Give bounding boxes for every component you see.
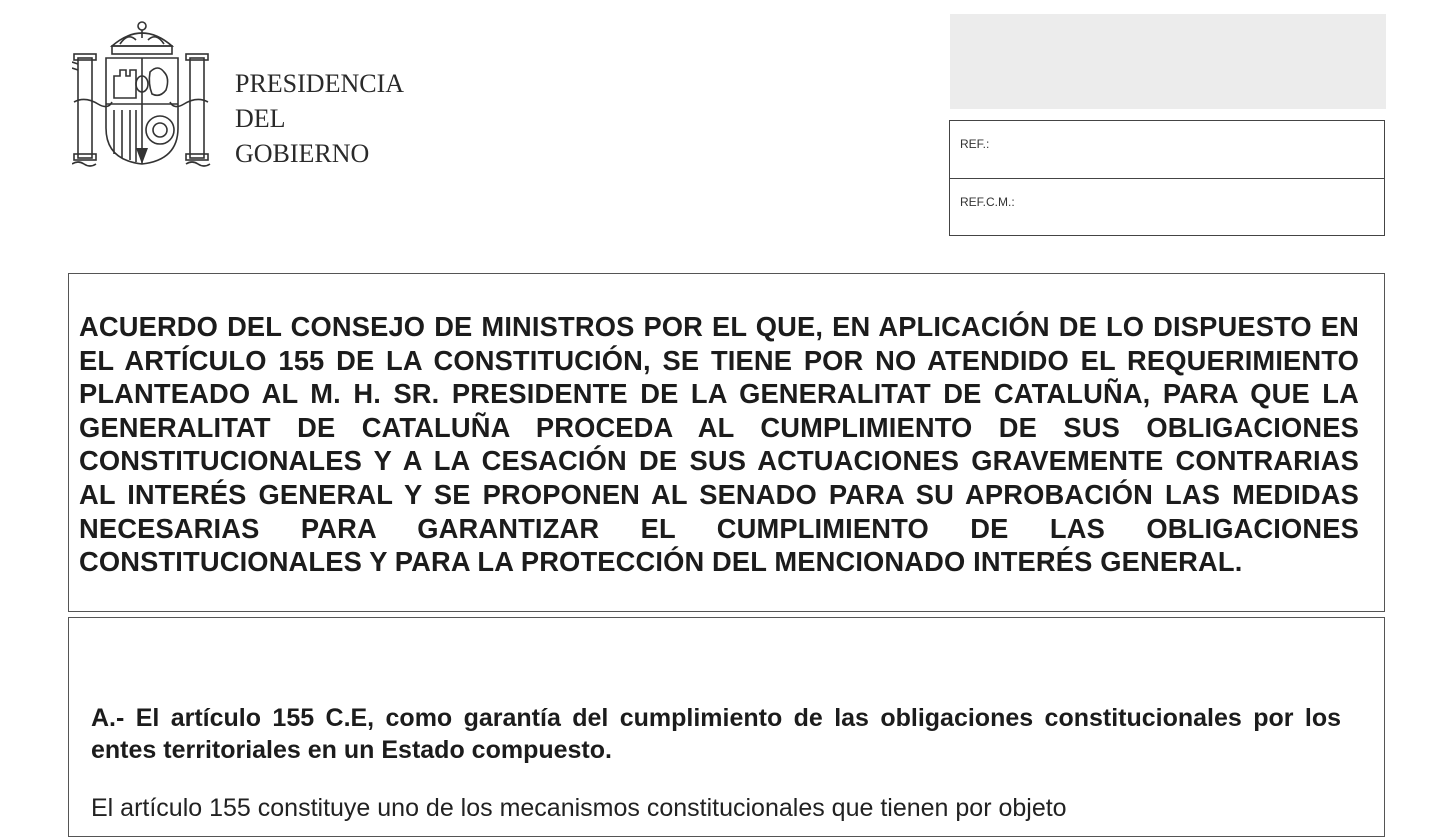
- institution-line-2: DEL: [235, 104, 286, 133]
- reference-box: [949, 120, 1385, 236]
- agreement-title: ACUERDO DEL CONSEJO DE MINISTROS POR EL QUE, EN APLICACIÓN DE LO DISPUESTO EN EL ARTÍCULO 155 DE LA CONSTITUCIÓN, SE TIENE POR NO ATENDIDO EL REQUERIMIENTO PLANTEADO AL M. H. SR. PRESIDENTE DE LA GENERALITAT DE CATALUÑA, PARA QUE LA GENERALITAT DE CATALUÑA PROCEDA AL CUMPLIMIENTO DE SUS OBLIGACIONES CONSTITUCIONALES Y A LA CESACIÓN DE SUS ACTUACIONES GRAVEMENTE CONTRARIAS AL INTERÉS GENERAL Y SE PROPONEN AL SENADO PARA SU APROBACIÓN LAS MEDIDAS NECESARIAS PARA GARANTIZAR EL CUMPLIMIENTO DE LAS OBLIGACIONES CONSTITUCIONALES Y PARA LA PROTECCIÓN DEL MENCIONADO INTERÉS GENERAL.: [79, 311, 1359, 578]
- document-body-box: [68, 617, 1385, 837]
- spanish-coat-of-arms-icon: [72, 18, 212, 168]
- ref-label: REF.:: [960, 137, 990, 151]
- institution-name: [235, 66, 404, 171]
- institution-line-1: PRESIDENCIA: [235, 69, 405, 98]
- ref-field: [950, 121, 1384, 178]
- registry-stamp-area: [950, 14, 1386, 109]
- agreement-title-box: [68, 273, 1385, 612]
- ref-cm-field: [950, 178, 1384, 235]
- ref-cm-label: REF.C.M.:: [960, 195, 1015, 209]
- institution-line-3: GOBIERNO: [235, 139, 370, 168]
- section-a-heading: A.- El artículo 155 C.E, como garantía del cumplimiento de las obligaciones constitucionales por los entes territoriales en un Estado compuesto.: [91, 704, 1341, 764]
- body-paragraph: El artículo 155 constituye uno de los mecanismos constitucionales que tienen por objeto: [91, 794, 1067, 822]
